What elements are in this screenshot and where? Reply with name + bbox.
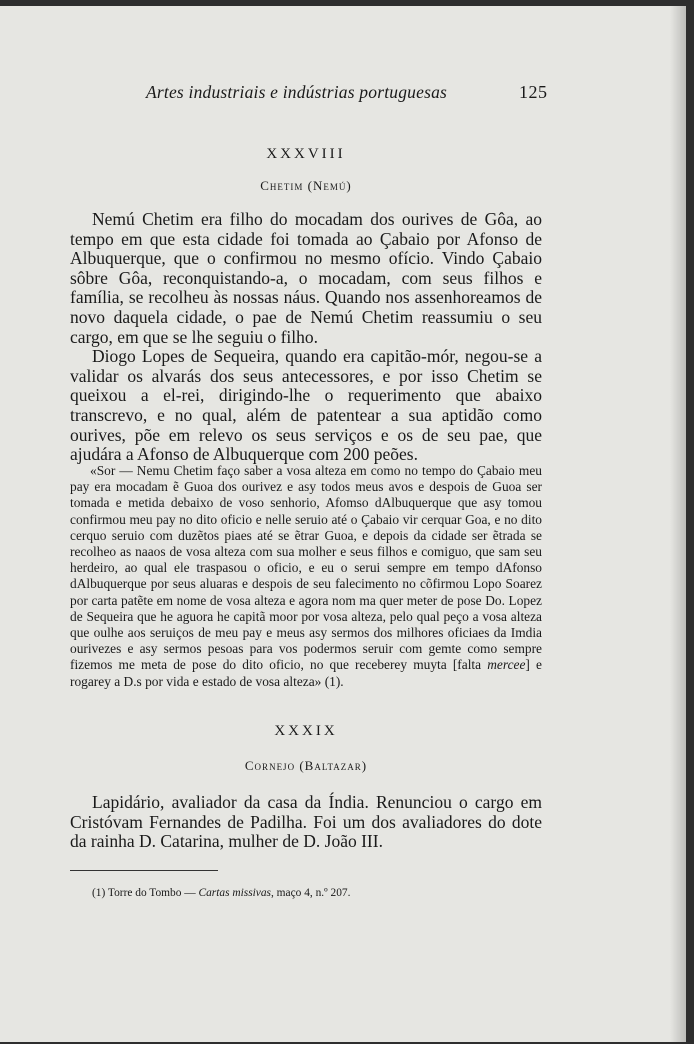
- section-title: Chetim (Nemú): [260, 178, 352, 193]
- page-number: 125: [519, 82, 548, 102]
- quote-italic: mercee: [487, 657, 526, 673]
- footnote-title: Cartas missivas: [198, 887, 271, 899]
- section-body: [70, 793, 542, 852]
- quote-text: «Sor — Nemu Chetim faço saber a vosa alteza em como no tempo do Çabaio meu pay era mocadam ẽ Guoa dos ourivez e asy todos meus avos e despois de Guoa ser tomada e metida debaixo de voso senhorio, Afomso dAlbuquerque que asy tomou confirmou meu pay no dito oficio e nelle seruio até o Çabaio vir cerquar Goa, e no dito cerquo seruio com duzẽtos piaes até se ẽtrar Guoa, e depois da cidade ser ẽtrada se recolheo as naaos de vosa alteza com sua molher e seus filhos e comiguo, que sam seu herdeiro, ao qual ele traspasou o oficio, e eu o serui sempre em tempo dAfonso dAlbuquerque por seus aluaras e despois de seu falecimento no cõfirmou Lopo Soarez por carta patẽte em nome de vosa alteza e agora nom ma quer meter de pose Do. Lopez de Sequeira que he aguora he capitã moor por vosa alteza, pelo qual peço a vosa alteza que oulhe aos seruiços de meu pay e meus asy sermos dos milhores oficiaes da Imdia ourivezes e asy sermos pesoas para vos podermos seruir com gemte como sempre fizemos me meta de pose do dito oficio, no que receberey muyta [falta: [70, 463, 542, 673]
- book-page: [0, 6, 686, 1042]
- transcribed-petition: [70, 463, 542, 690]
- section-body: [70, 210, 542, 465]
- section-title: Cornejo (Baltazar): [244, 758, 368, 773]
- section-number: XXXIX: [274, 723, 338, 739]
- paragraph: Lapidário, avaliador da casa da Índia. Renunciou o cargo em Cristóvam Fernandes de Padilha. Foi um dos avaliadores do dote da rainha D. Catarina, mulher de D. João III.: [70, 792, 542, 852]
- paragraph: Nemú Chetim era filho do mocadam dos ourives de Gôa, ao tempo em que esta cidade foi tomada ao Çabaio por Afonso de Albuquerque, que o confirmou no mesmo ofício. Vindo Çabaio sôbre Gôa, reconquistando-a, o mocadam, com seus filhos e família, se recolheu às nossas náus. Quando nos assenhoreamos de novo daquela cidade, o pae de Nemú Chetim reassumiu o seu cargo, em que se lhe seguiu o filho.: [70, 209, 542, 347]
- running-head: Artes industriais e indústrias portuguesas: [146, 82, 448, 102]
- footnote-rule: [70, 870, 218, 871]
- footnote: [92, 887, 532, 899]
- page-edge-shadow: [670, 6, 686, 1042]
- section-number: XXXVIII: [266, 146, 346, 162]
- footnote-text: (1) Torre do Tombo —: [92, 887, 199, 899]
- quote-text-end: ] e rogarey a D.s por vida e estado de vosa alteza» (1).: [70, 657, 542, 689]
- footnote-ref: , maço 4, n.º 207.: [270, 887, 351, 899]
- paragraph: Diogo Lopes de Sequeira, quando era capitão-mór, negou-se a validar os alvarás dos seus antecessores, e por isso Chetim se queixou a el-rei, dirigindo-lhe o requerimento que abaixo transcrevo, e no qual, além de patentear a sua aptidão como ourives, põe em relevo os seus serviços e os de seu pae, que ajudára a Afonso de Albuquerque com 200 peões.: [70, 346, 542, 465]
